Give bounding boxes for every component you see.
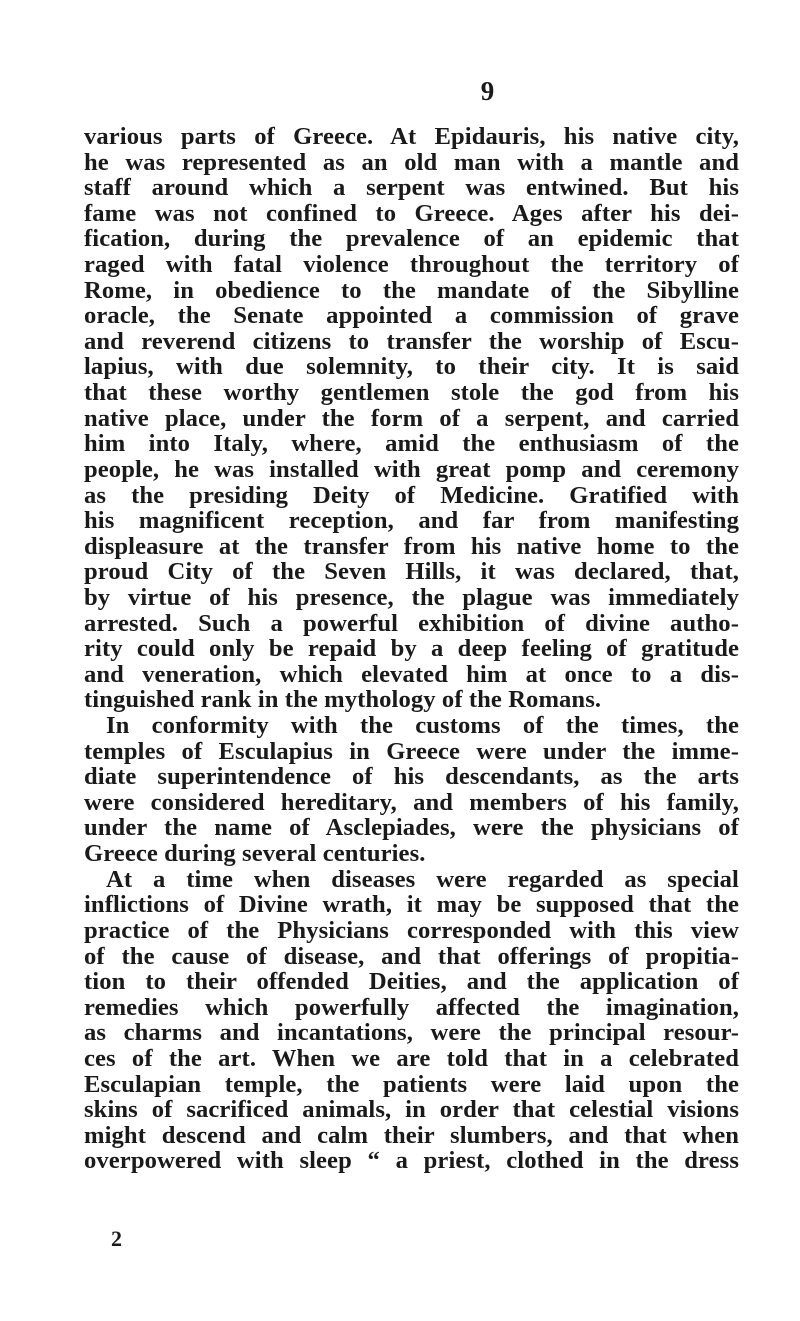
text-line: diate superintendence of his descendants, as the arts — [84, 763, 739, 791]
page-number — [0, 78, 800, 105]
text-line: of the cause of disease, and that offerings of propitia- — [84, 942, 739, 970]
text-line: proud City of the Seven Hills, it was declared, that, — [84, 558, 739, 586]
text-line: inflictions of Divine wrath, it may be supposed that the — [84, 891, 739, 919]
body-text — [84, 124, 739, 1174]
text-line: as charms and incantations, were the principal resour- — [84, 1019, 739, 1047]
signature-mark: 2 — [111, 1226, 122, 1251]
text-line: fication, during the prevalence of an epidemic that — [84, 225, 739, 253]
text-line: he was represented as an old man with a mantle and — [84, 148, 739, 176]
text-line: staff around which a serpent was entwined. But his — [84, 174, 739, 202]
text-line: that these worthy gentlemen stole the god from his — [84, 379, 739, 407]
text-line: In conformity with the customs of the times, the — [106, 712, 739, 740]
text-line: might descend and calm their slumbers, and that when — [84, 1121, 739, 1149]
text-line: tinguished rank in the mythology of the Romans. — [84, 686, 602, 714]
text-line: his magnificent reception, and far from manifesting — [84, 507, 739, 535]
text-line: under the name of Asclepiades, were the physicians of — [84, 814, 739, 842]
text-line: practice of the Physicians corresponded with this view — [84, 916, 739, 944]
text-line: oracle, the Senate appointed a commission of grave — [84, 302, 739, 330]
text-line: Esculapian temple, the patients were laid upon the — [84, 1070, 739, 1098]
text-line: as the presiding Deity of Medicine. Gratified with — [84, 481, 739, 509]
text-line: ces of the art. When we are told that in a celebrated — [84, 1044, 739, 1072]
text-line: native place, under the form of a serpent, and carried — [84, 404, 739, 432]
text-line: and reverend citizens to transfer the worship of Escu- — [84, 327, 739, 355]
text-line: tion to their offended Deities, and the application of — [84, 968, 739, 996]
text-line: people, he was installed with great pomp and ceremony — [84, 455, 739, 483]
text-line: Rome, in obedience to the mandate of the Sibylline — [84, 276, 739, 304]
text-line: were considered hereditary, and members of his family, — [84, 788, 739, 816]
text-line: arrested. Such a powerful exhibition of divine autho- — [84, 609, 739, 637]
text-line: him into Italy, where, amid the enthusiasm of the — [84, 430, 739, 458]
text-line: raged with fatal violence throughout the territory of — [84, 251, 739, 279]
text-line: At a time when diseases were regarded as special — [106, 865, 739, 893]
text-line: and veneration, which elevated him at once to a dis- — [84, 660, 739, 688]
page-number-text: 9 — [480, 76, 495, 106]
text-line: displeasure at the transfer from his native home to the — [84, 532, 739, 560]
text-line: temples of Esculapius in Greece were under the imme- — [84, 737, 739, 765]
text-line: various parts of Greece. At Epidauris, his native city, — [84, 123, 739, 150]
text-line: by virtue of his presence, the plague was immediately — [84, 583, 739, 611]
text-line: skins of sacrificed animals, in order that celestial visions — [84, 1096, 739, 1124]
text-line: overpowered with sleep “ a priest, clothed in the dress — [84, 1147, 739, 1175]
text-line: Greece during several centuries. — [84, 840, 426, 868]
text-line: remedies which powerfully affected the imagination, — [84, 993, 739, 1021]
text-line: rity could only be repaid by a deep feeling of gratitude — [84, 635, 739, 663]
text-line: lapius, with due solemnity, to their city. It is said — [84, 353, 739, 381]
text-line: fame was not confined to Greece. Ages after his dei- — [84, 199, 739, 227]
